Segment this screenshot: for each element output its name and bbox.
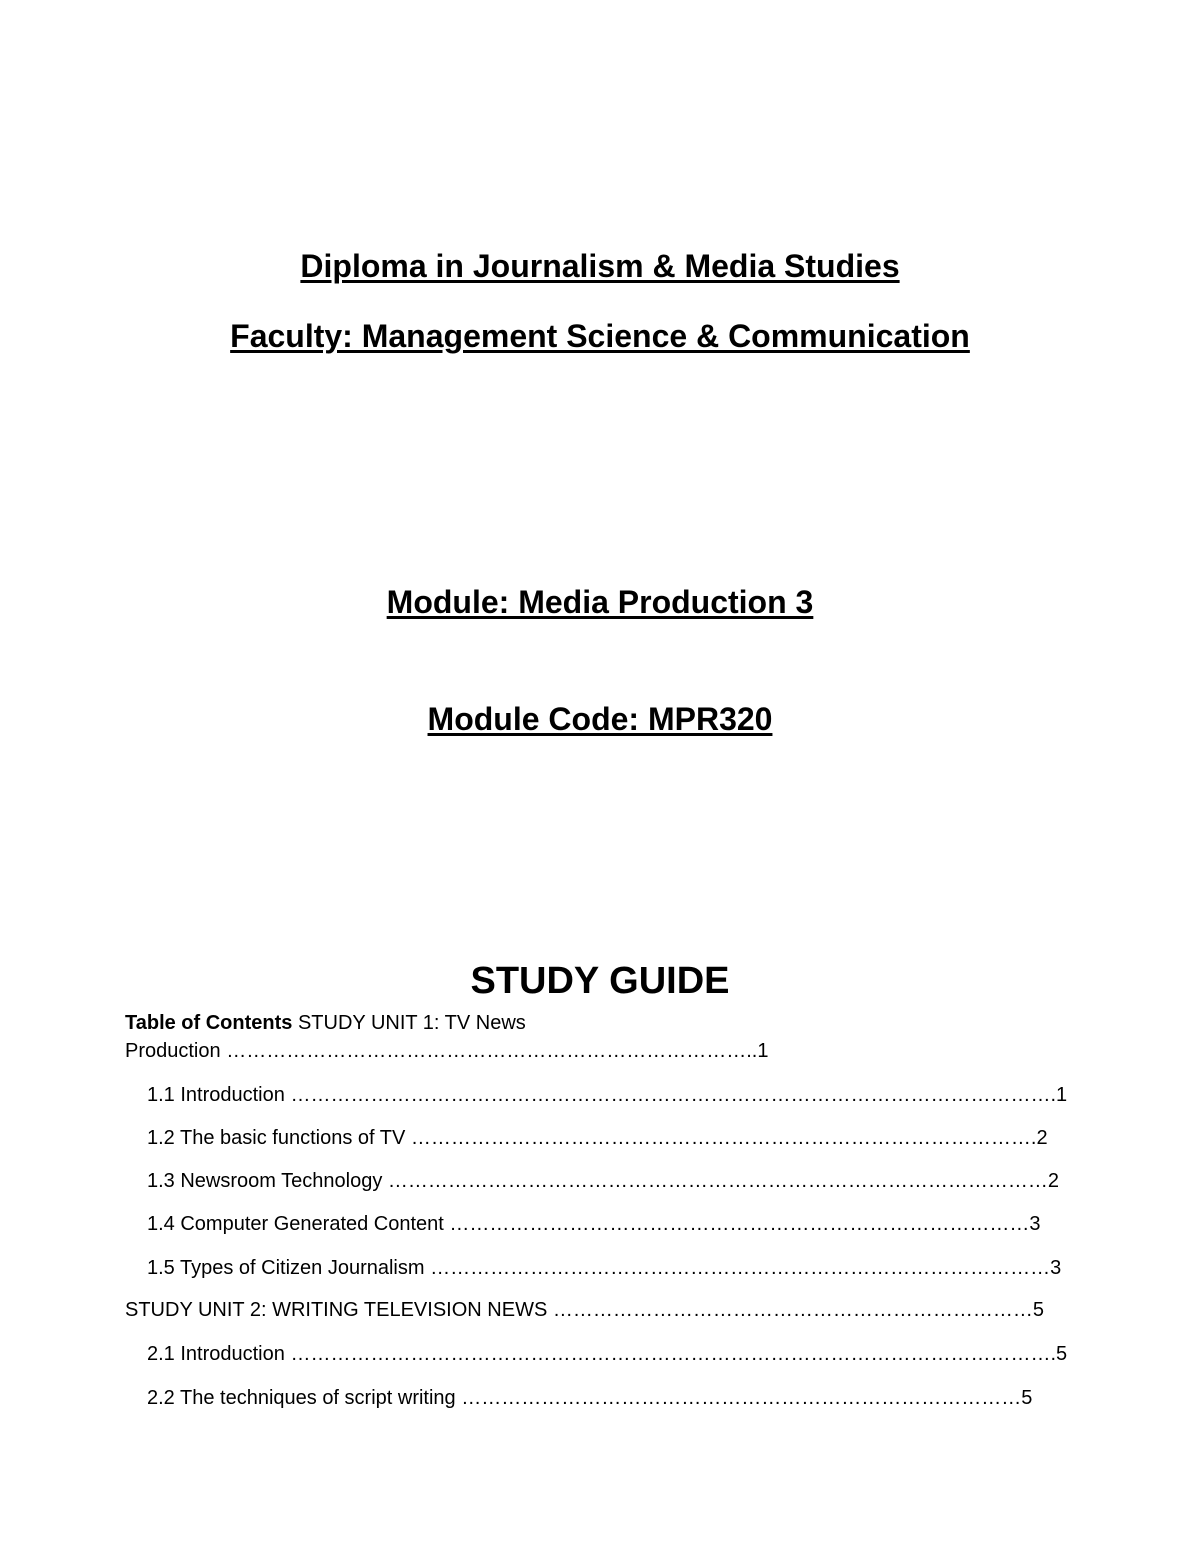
toc-entry-dots: ……………………………………………………………………………………………………. [290,1343,1056,1365]
toc-entry-label: Production [125,1040,221,1062]
toc-entry-page: 3 [1029,1213,1041,1235]
study-guide-heading: STUDY GUIDE [470,960,730,1002]
toc-entry-page: 2 [1036,1127,1048,1149]
toc-entry-label: 1.1 Introduction [147,1084,285,1106]
toc-entry-2-1[interactable] [147,1343,1067,1366]
toc-entry-dots: …………………………………………………………………………………. [410,1127,1037,1149]
toc-entry-page: 5 [1021,1387,1033,1409]
toc-entry-dots: ……………………………………………………………………………………………………. [290,1084,1056,1106]
toc-label: Table of Contents [125,1012,293,1034]
toc-unit1-title: STUDY UNIT 1: TV News [297,1012,526,1034]
toc-entry-page: 1 [757,1040,769,1062]
toc-entry-dots: ……………………………………………………………… [552,1299,1033,1321]
toc-entry-label: 1.3 Newsroom Technology [147,1170,383,1192]
toc-entry-1-4[interactable] [147,1213,1041,1236]
diploma-title: Diploma in Journalism & Media Studies [300,248,900,284]
toc-entry-1-3[interactable] [147,1170,1059,1193]
toc-entry-dots: …………………………………………………………………………… [449,1213,1030,1235]
module-title: Module: Media Production 3 [386,584,814,620]
toc-entry-2-2[interactable] [147,1387,1032,1410]
toc-entry-label: 1.5 Types of Citizen Journalism [147,1257,425,1279]
module-code: Module Code: MPR320 [427,701,773,737]
toc-entry-page: 3 [1050,1257,1062,1279]
toc-entry-page: 2 [1047,1170,1059,1192]
toc-entry-1-5[interactable] [147,1257,1061,1280]
toc-entry-dots: …………………………………………………………………….. [226,1040,758,1062]
toc-entry-label: STUDY UNIT 2: WRITING TELEVISION NEWS [125,1299,548,1321]
toc-entry-dots: ………………………………………………………………………………… [430,1257,1051,1279]
toc-entry-dots: ……………………………………………………………………………………… [387,1170,1048,1192]
toc-entry-page: 5 [1032,1299,1044,1321]
toc-entry-page: 1 [1056,1084,1068,1106]
toc-entry-1-2[interactable] [147,1127,1048,1150]
toc-entry-label: 1.4 Computer Generated Content [147,1213,444,1235]
toc-entry-label: 1.2 The basic functions of TV [147,1127,406,1149]
toc-entry-dots: ………………………………………………………………………… [461,1387,1022,1409]
toc-heading [125,1012,526,1035]
toc-entry-label: 2.1 Introduction [147,1343,285,1365]
toc-entry-unit2[interactable] [125,1299,1044,1322]
toc-entry-page: 5 [1056,1343,1068,1365]
toc-entry-unit1[interactable] [125,1040,768,1063]
toc-entry-label: 2.2 The techniques of script writing [147,1387,456,1409]
toc-entry-1-1[interactable] [147,1084,1067,1107]
faculty-title: Faculty: Management Science & Communication [230,318,970,354]
